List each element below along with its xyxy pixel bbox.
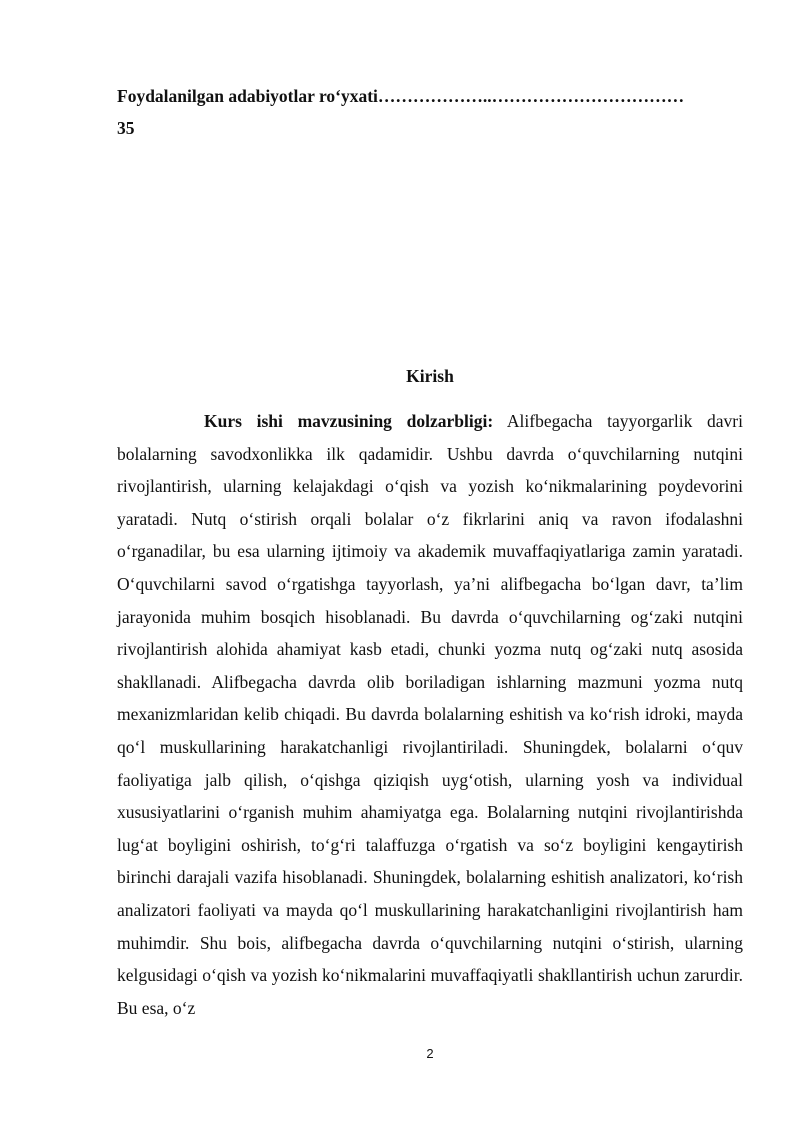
paragraph-text: Alifbegacha tayyorgarlik davri bolalarning savodxonlikka ilk qadamidir. Ushbu davrda o‘quvchilarning nutqini rivojlantirish, ularning kelajakdagi o‘qish va yozish ko‘nikmalarining poydevorini yaratadi. Nutq o‘stirish orqali bolalar o‘z fikrlarini aniq va ravon ifodalashni o‘rganadilar, bu esa ularning ijtimoiy va akademik muvaffaqiyatlariga zamin yaratadi. O‘quvchilarni savod o‘rgatishga tayyorlash, ya’ni alifbegacha bo‘lgan davr, ta’lim jarayonida muhim bosqich hisoblanadi. Bu davrda o‘quvchilarning og‘zaki nutqini rivojlantirish alohida ahamiyat kasb etadi, chunki yozma nutq og‘zaki nutq asosida shakllanadi. Alifbegacha davrda olib boriladigan ishlarning mazmuni yozma nutq mexanizmlaridan kelib chiqadi. Bu davrda bolalarning eshitish va ko‘rish idroki, mayda qo‘l muskullarining harakatchanligi rivojlantiriladi. Shuningdek, bolalarni o‘quv faoliyatiga jalb qilish, o‘qishga qiziqish uyg‘otish, ularning yosh va individual xususiyatlarini o‘rganish muhim ahamiyatga ega. Bolalarning nutqini rivojlantirishda lug‘at boyligini oshirish, to‘g‘ri talaffuzga o‘rgatish va so‘z boyligini kengaytirish birinchi darajali vazifa hisoblanadi. Shuningdek, bolalarning eshitish analizatori, ko‘rish analizatori faoliyati va mayda qo‘l muskullarining harakatchanligini rivojlantirish ham muhimdir. Shu bois, alifbegacha davrda o‘quvchilarning nutqini o‘stirish, ularning kelgusidagi o‘qish va yozish ko‘nikmalarini muvaffaqiyatli shakllantirish uchun zarurdir. Bu esa, o‘z <box>117 411 743 1018</box>
toc-line <box>117 80 743 112</box>
toc-leader-dots: ………………..…………………………… <box>377 86 685 106</box>
section-heading: Kirish <box>406 366 454 386</box>
toc-entry-title: Foydalanilgan adabiyotlar ro‘yxati <box>117 86 378 106</box>
table-of-contents-entry <box>117 80 743 144</box>
page-number: 2 <box>426 1046 434 1061</box>
body-paragraph <box>117 405 743 1024</box>
paragraph-lead-bold: Kurs ishi mavzusining dolzarbligi: <box>204 411 494 431</box>
toc-page-number: 35 <box>117 118 135 138</box>
